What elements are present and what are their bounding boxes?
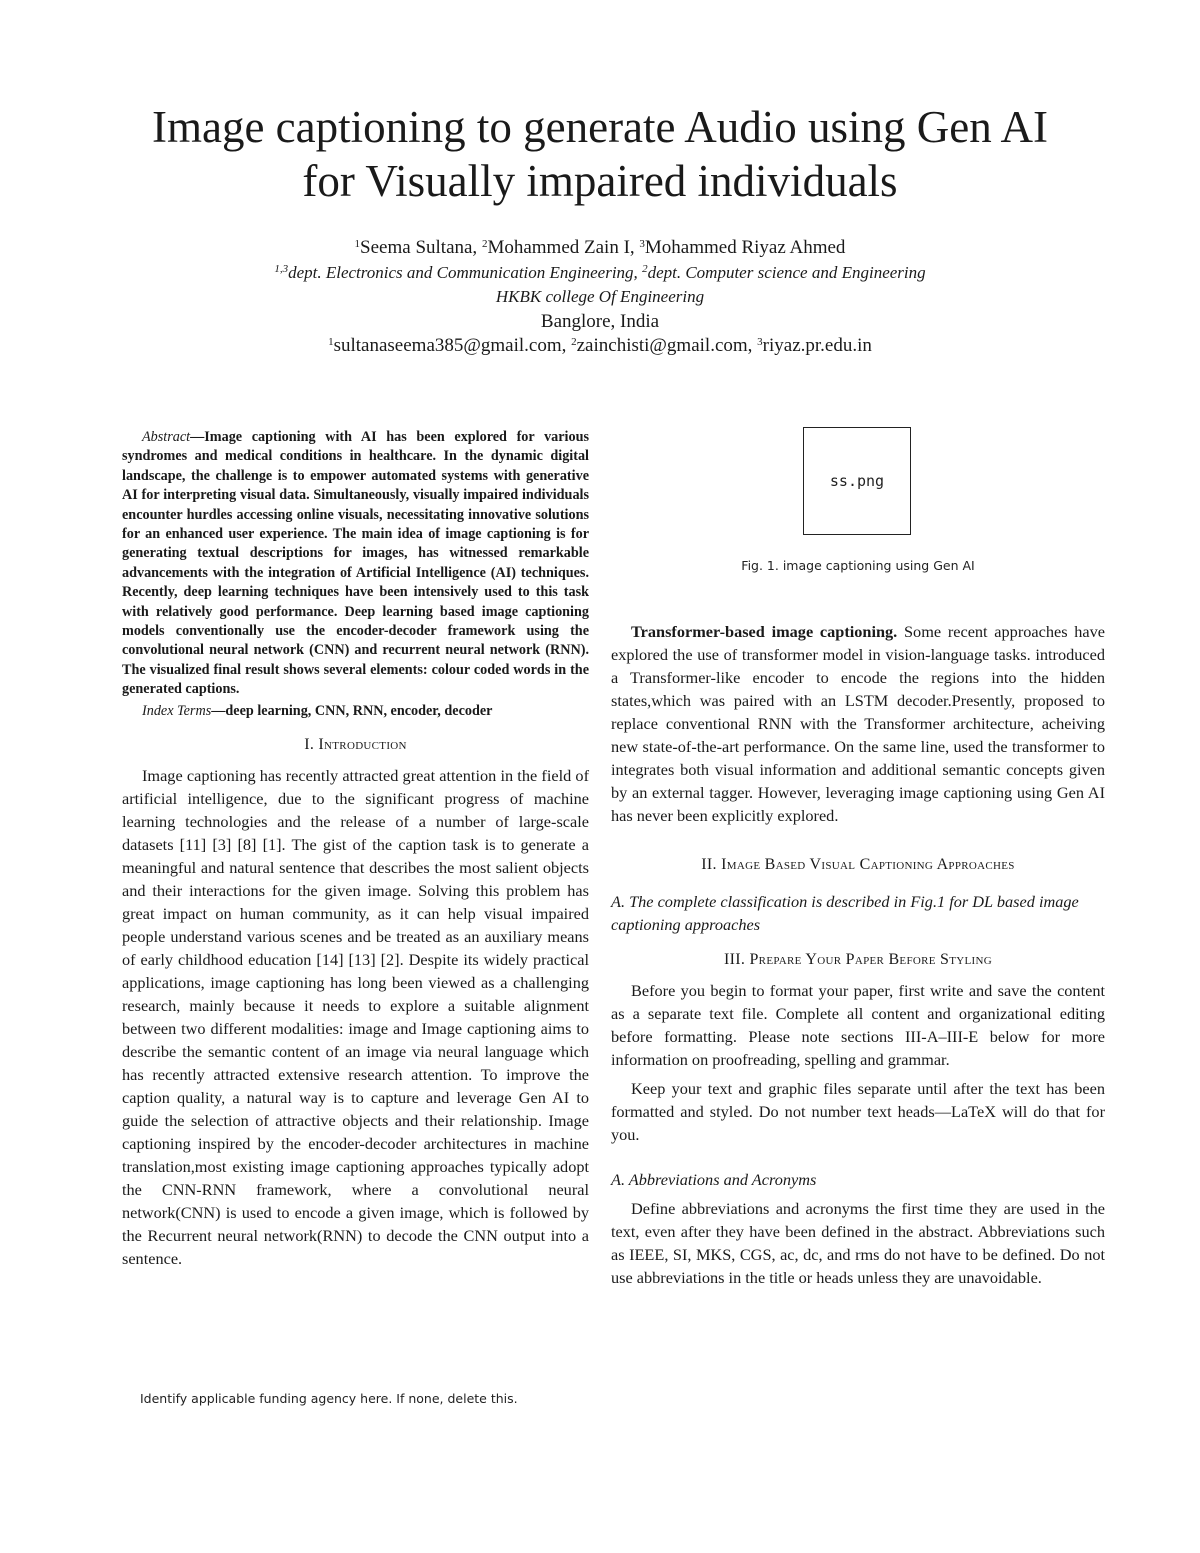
subsection-3a-heading: A. Abbreviations and Acronyms (611, 1170, 817, 1189)
section-heading-3: III. Prepare Your Paper Before Styling (724, 951, 992, 968)
location: Banglore, India (540, 310, 660, 332)
section-3-paragraph-2: Keep your text and graphic files separate until after the text has been formatted and styled. Do not number text heads—LaTeX will do that for you. (611, 1079, 1105, 1144)
abstract-lead: Abstract (142, 429, 191, 445)
paper-title (0, 100, 1200, 208)
funding-footnote: Identify applicable funding agency here. If none, delete this. (140, 1391, 518, 1406)
title-line-1: Image captioning to generate Audio using Gen AI (151, 102, 1049, 152)
author-3: Mohammed Riyaz Ahmed (644, 237, 846, 258)
email-2: zainchisti@gmail.com, (576, 335, 758, 357)
left-column (122, 428, 589, 1270)
title-line-2: for Visually impaired individuals (302, 156, 898, 206)
email-3: riyaz.pr.edu.in (762, 335, 872, 357)
index-terms-text: —deep learning, CNN, RNN, encoder, decoder (211, 702, 493, 719)
transformer-lead: Transformer-based image captioning. (631, 622, 898, 641)
figure-image-placeholder (803, 427, 911, 535)
affiliation-2: dept. Computer science and Engineering (647, 262, 926, 282)
introduction-text: Image captioning has recently attracted great attention in the field of artificial intelligence, due to the significant progress of machine learning technologies and the release of a number of large-scale datasets [11] [3] [8] [1]. The gist of the caption task is to generate a meaningful and natural sentence that describes the most salient objects and their interactions for the given image. Solving this problem has great impact on human community, as it can help visual impaired people understand various scenes and be treated as an auxiliary means of early childhood education [14] [13] [2]. Despite its widely practical applications, image captioning has long been viewed as a challenging research, mainly because it needs to explore a suitable alignment between two different modalities: image and Image captioning aims to describe the semantic content of an image via neural language which has recently attracted extensive research attention. To improve the caption quality, a natural way is to capture and leverage Gen AI to guide the selection of attractive objects and their relationship. Image captioning inspired by the encoder-decoder architectures in machine translation,most existing image captioning approaches typically adopt the CNN-RNN framework, where a convolutional neural network(CNN) is used to encode a given image, which is followed by the Recurrent neural network(RNN) to decode the CNN output into a sentence. (122, 766, 589, 1269)
index-terms (122, 702, 589, 721)
index-terms-lead: Index Terms (142, 702, 212, 719)
section-heading-introduction: I. Introduction (304, 736, 407, 754)
author-2: Mohammed Zain I, (487, 237, 640, 258)
subsection-3a-text: Define abbreviations and acronyms the first time they are used in the text, even after they have been defined in the abstract. Abbreviations such as IEEE, SI, MKS, CGS, ac, dc, and rms do not have to be defined. Do not use abbreviations in the title or heads unless they are unavoidable. (611, 1199, 1105, 1287)
author-emails: $^1$sultanaseema385@gmail.com, $^2$zainchisti@gmail.com, $^3$riyaz.pr.edu.in (328, 335, 872, 357)
abstract (122, 428, 589, 700)
right-column (611, 620, 1105, 1289)
subsection-2a: A. The complete classification is described in Fig.1 for DL based image captioning approaches (611, 892, 1079, 934)
affiliation-1: dept. Electronics and Communication Engineering, (288, 262, 643, 282)
figure-filename: ss.png (829, 472, 885, 490)
abstract-text: —Image captioning with AI has been explored for various syndromes and medical conditions in healthcare. In the dynamic digital landscape, the challenge is to empower automated systems with generative AI for interpreting visual data. Simultaneously, visually impaired individuals encounter hurdles accessing online visuals, necessitating innovative solutions for an enhanced user experience. The main idea of image captioning is for generating textual descriptions for images, has witnessed remarkable advancements with the integration of Artificial Intelligence (AI) techniques. Recently, deep learning techniques have been intensively used to this task with relatively good performance. Deep learning based image captioning models conventionally use the encoder-decoder framework using the convolutional neural network (CNN) and recurrent neural network (RNN). The visualized final result shows several elements: colour coded words in the generated captions. (122, 429, 589, 698)
author-1: Seema Sultana, (360, 237, 482, 258)
email-1: sultanaseema385@gmail.com, (333, 335, 572, 357)
figure-caption: Fig. 1. image captioning using Gen AI (741, 558, 975, 573)
transformer-paragraph (611, 620, 1105, 827)
author-block (0, 236, 1200, 359)
college-name: HKBK college Of Engineering (495, 287, 705, 307)
transformer-text: Some recent approaches have explored the use of transformer model in vision-language tasks. introduced a Transformer-like encoder to encode the regions into the hidden states,which was paired with an LSTM decoder.Presently, proposed to replace conventional RNN with the Transformer architecture, acheiving new state-of-the-art performance. On the same line, used the transformer to integrates both visual information and additional semantic concepts given by an external tagger. However, leveraging image captioning using Gen AI has never been explicitly explored. (611, 622, 1106, 825)
author-names: $^1$Seema Sultana, $^2$Mohammed Zain I, $^3$Mohammed Riyaz Ahmed (354, 237, 846, 258)
section-3-paragraph-1: Before you begin to format your paper, first write and save the content as a separate text file. Complete all content and organizational editing before formatting. Please note sections III-A–III-E below for more information on proofreading, spelling and grammar. (611, 981, 1105, 1069)
author-affiliations: $^{1,3}$dept. Electronics and Communication Engineering, $^2$dept. Computer science and Engineering (274, 262, 926, 282)
section-heading-2: II. Image Based Visual Captioning Approaches (701, 856, 1015, 873)
